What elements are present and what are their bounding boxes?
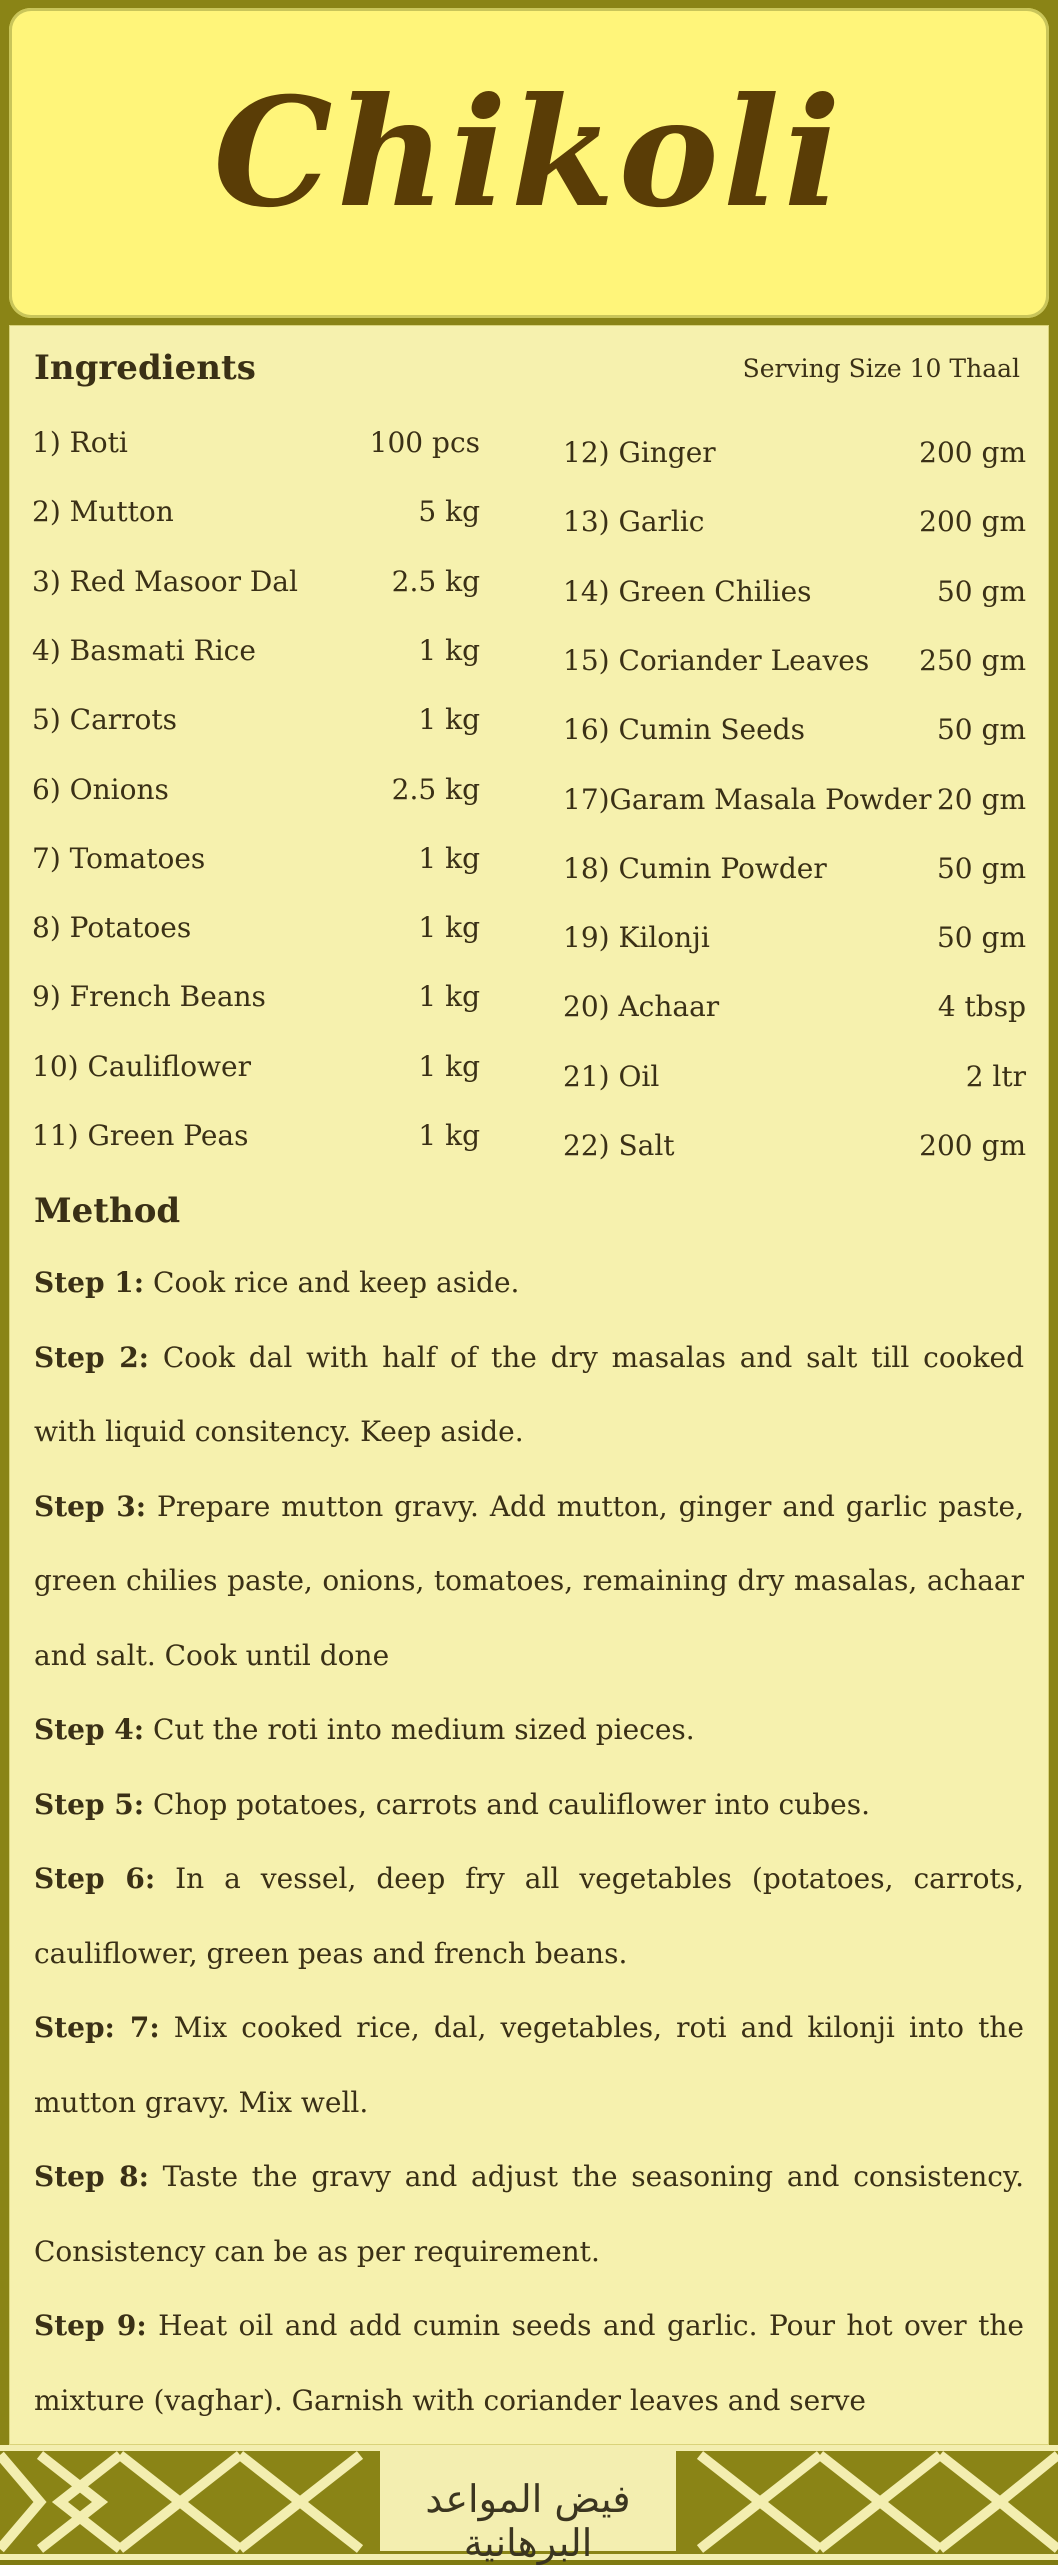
step-label: Step 6: <box>34 1862 156 1895</box>
ingredient-quantity: 5 kg <box>418 495 480 529</box>
ingredient-name: 9) French Beans <box>32 980 266 1014</box>
step-label: Step 2: <box>34 1340 150 1374</box>
ingredient-quantity: 4 tbsp <box>937 990 1026 1024</box>
step-text: with liquid consitency. Keep aside. <box>34 1415 524 1448</box>
method-line <box>34 1415 1024 1448</box>
step-text: Mix cooked rice, dal, vegetables, roti and kilonji into the <box>159 2011 1025 2044</box>
title-card <box>9 8 1049 318</box>
footer-logo-text: فيض المواعد البرهانية <box>425 2477 631 2565</box>
serving-size: Serving Size 10 Thaal <box>742 354 1020 383</box>
method-line <box>34 2160 1024 2193</box>
ingredient-quantity: 250 gm <box>919 643 1026 677</box>
step-text: and salt. Cook until done <box>34 1638 390 1672</box>
method-line <box>34 1788 1024 1821</box>
step-text: Chop potatoes, carrots and cauliflower into cubes. <box>144 1787 870 1821</box>
method-line <box>34 1490 1024 1523</box>
step-text: Heat oil and add cumin seeds and garlic. Pour hot over the <box>146 2309 1024 2342</box>
ingredient-quantity: 1 kg <box>418 841 480 875</box>
recipe-paper <box>9 325 1049 2445</box>
ingredient-name: 6) Onions <box>32 772 169 806</box>
step-label: Step 3: <box>34 1489 147 1523</box>
step-label: Step 1: <box>34 1266 145 1299</box>
step-label: Step 9: <box>34 2309 147 2342</box>
step-label: Step 4: <box>34 1713 145 1746</box>
ingredient-name: 22) Salt <box>563 1129 675 1162</box>
ingredient-name: 18) Cumin Powder <box>563 851 827 885</box>
step-label: Step 5: <box>34 1787 145 1821</box>
ingredient-name: 19) Kilonji <box>563 921 710 955</box>
ingredient-quantity: 200 gm <box>919 505 1026 539</box>
step-text: cauliflower, green peas and french beans. <box>34 1936 628 1970</box>
method-line <box>34 1341 1024 1374</box>
ingredient-name: 3) Red Masoor Dal <box>32 564 298 598</box>
ingredient-name: 1) Roti <box>32 426 128 459</box>
step-label: Step 8: <box>34 2160 149 2193</box>
method-heading: Method <box>34 1191 181 1231</box>
step-text: mixture (vaghar). Garnish with coriander leaves and serve <box>34 2383 867 2417</box>
step-text: Taste the gravy and adjust the seasoning and consistency. <box>148 2160 1024 2193</box>
ingredient-quantity: 1 kg <box>418 911 480 945</box>
method-line <box>34 2235 1024 2268</box>
ingredient-name: 14) Green Chilies <box>563 574 812 608</box>
ingredient-quantity: 100 pcs <box>369 426 480 459</box>
step-text: Consistency can be as per requirement. <box>34 2234 600 2268</box>
ingredient-quantity: 50 gm <box>936 851 1026 885</box>
ingredient-quantity: 1 kg <box>418 980 480 1014</box>
step-text: Cut the roti into medium sized pieces. <box>144 1713 695 1746</box>
ingredient-name: 13) Garlic <box>563 505 705 539</box>
ingredient-name: 15) Coriander Leaves <box>563 643 870 677</box>
ingredient-quantity: 200 gm <box>919 1129 1026 1162</box>
method-line <box>34 2011 1024 2044</box>
ingredients-heading: Ingredients <box>34 348 256 388</box>
method-line <box>34 1564 1024 1597</box>
step-text: green chilies paste, onions, tomatoes, remaining dry masalas, achaar <box>34 1564 1024 1597</box>
ingredient-name: 2) Mutton <box>32 495 174 529</box>
page-title: Chikoli <box>213 65 845 241</box>
footer-logo <box>380 2451 676 2565</box>
step-text: Cook dal with half of the dry masalas and salt till cooked <box>149 1340 1024 1374</box>
ingredient-quantity: 2.5 kg <box>391 564 480 598</box>
ingredient-name: 7) Tomatoes <box>32 841 206 875</box>
step-text: In a vessel, deep fry all vegetables (potatoes, carrots, <box>155 1862 1024 1895</box>
method-line <box>34 1266 1024 1299</box>
ingredient-name: 21) Oil <box>563 1059 660 1093</box>
ingredient-quantity: 1 kg <box>418 1119 480 1152</box>
step-text: Prepare mutton gravy. Add mutton, ginger and garlic paste, <box>146 1489 1024 1523</box>
footer-banner <box>0 2445 1058 2565</box>
ingredient-quantity: 1 kg <box>418 633 480 667</box>
ingredient-quantity: 1 kg <box>418 703 480 737</box>
method-line <box>34 1713 1024 1746</box>
method-line <box>34 2086 1024 2119</box>
ingredient-name: 10) Cauliflower <box>32 1049 251 1083</box>
ingredient-quantity: 200 gm <box>919 436 1026 469</box>
step-text: mutton gravy. Mix well. <box>34 2085 369 2119</box>
ingredient-name: 16) Cumin Seeds <box>563 713 805 747</box>
method-line <box>34 1937 1024 1970</box>
ingredient-name: 5) Carrots <box>32 703 178 737</box>
method-line <box>34 1639 1024 1672</box>
ingredient-name: 17)Garam Masala Powder <box>563 782 932 816</box>
step-label: Step: 7: <box>34 2011 160 2044</box>
ingredient-name: 11) Green Peas <box>32 1119 249 1152</box>
ingredient-quantity: 2 ltr <box>965 1059 1026 1093</box>
ingredient-quantity: 50 gm <box>936 574 1026 608</box>
ingredient-quantity: 20 gm <box>936 782 1026 816</box>
ingredient-quantity: 50 gm <box>936 713 1026 747</box>
ingredient-name: 12) Ginger <box>563 436 716 469</box>
ingredient-quantity: 1 kg <box>418 1049 480 1083</box>
ingredient-quantity: 2.5 kg <box>391 772 480 806</box>
ingredient-quantity: 50 gm <box>936 921 1026 955</box>
method-line <box>34 2384 1024 2417</box>
ingredient-name: 20) Achaar <box>563 990 720 1024</box>
method-line <box>34 2309 1024 2342</box>
step-text: Cook rice and keep aside. <box>144 1266 520 1299</box>
ingredient-name: 4) Basmati Rice <box>32 633 256 667</box>
method-line <box>34 1862 1024 1895</box>
ingredient-name: 8) Potatoes <box>32 911 192 945</box>
